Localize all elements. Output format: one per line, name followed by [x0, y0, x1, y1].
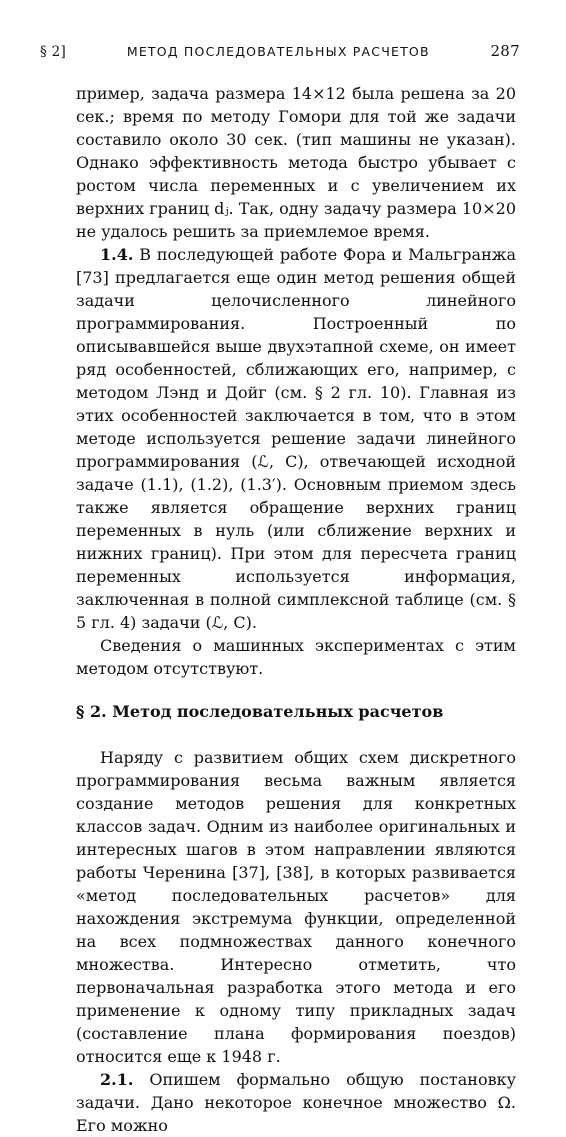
paragraph-1-text: пример, задача размера 14×12 была решена за 20 сек.; время по методу Гомори для той же задачи составило около 30 сек. (тип машины не указан). Однако эффективность метода быстро убывает с ростом числа переменных и с увеличением их верхних границ dⱼ. Так, одну задачу размера 10×20 не удалось решить за приемлемое время.	[76, 84, 516, 241]
section-mark: § 2]	[40, 44, 67, 60]
body-text	[76, 82, 516, 1137]
paragraph-1	[76, 82, 516, 243]
section-heading: § 2. Метод последовательных расчетов	[76, 702, 444, 721]
paragraph-3-text: Сведения о машинных экспериментах с этим методом отсутствуют.	[76, 636, 516, 678]
paragraph-2-lead: 1.4.	[100, 245, 134, 264]
running-head	[40, 42, 520, 64]
running-title: МЕТОД ПОСЛЕДОВАТЕЛЬНЫХ РАСЧЕТОВ	[126, 44, 430, 59]
paragraph-4-text: Наряду с развитием общих схем дискретного программирования весьма важным является создание методов решения для конкретных классов задач. Одним из наиболее оригинальных и интересных шагов в этом направлении являются работы Черенина [37], [38], в которых развивается «метод последовательных расчетов» для нахождения экстремума функции, определенной на всех подмножествах данного конечного множества. Интересно отметить, что первоначальная разработка этого метода и его применение к одному типу прикладных задач (составление плана формирования поездов) относится еще к 1948 г.	[76, 748, 516, 1066]
paragraph-2-text: В последующей работе Фора и Мальгранжа [73] предлагается еще один метод решения общей задачи целочисленного линейного программирования. Построенный по описывавшейся выше двухэтапной схеме, он имеет ряд особенностей, сближающих его, например, с методом Лэнд и Дойг (см. § 2 гл. 10). Главная из этих особенностей заключается в том, что в этом методе используется решение задачи линейного программирования (ℒ, C), отвечающей исходной задаче (1.1), (1.2), (1.3′). Основным приемом здесь также является обращение верхних границ переменных в нуль (или сближение верхних и нижних границ). При этом для пересчета границ переменных используется информация, заключенная в полной симплексной таблице (см. § 5 гл. 4) задачи (ℒ, C).	[76, 245, 516, 632]
paragraph-5	[76, 1068, 516, 1137]
paragraph-2	[76, 243, 516, 634]
paragraph-5-text: Опишем формально общую постановку задачи. Дано некоторое конечное множество Ω. Его можно	[76, 1070, 516, 1135]
paragraph-4	[76, 746, 516, 1068]
paragraph-5-lead: 2.1.	[100, 1070, 134, 1089]
paragraph-3	[76, 634, 516, 680]
page-number: 287	[490, 42, 520, 60]
